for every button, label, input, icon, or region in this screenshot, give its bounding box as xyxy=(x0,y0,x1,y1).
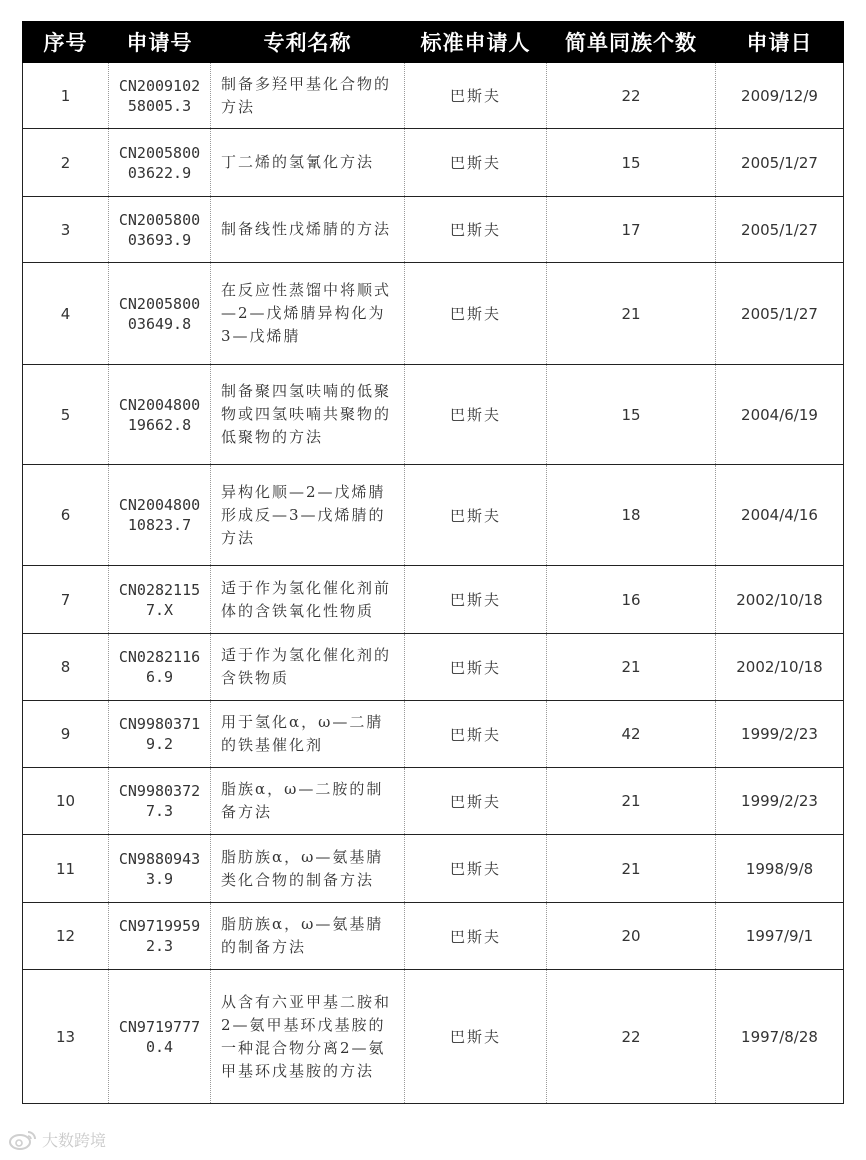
cell-index: 12 xyxy=(23,903,109,970)
cell-app-no: CN200480019662.8 xyxy=(109,365,211,465)
table-row xyxy=(23,903,844,970)
cell-date: 2002/10/18 xyxy=(716,566,844,634)
cell-index: 13 xyxy=(23,970,109,1104)
table-row xyxy=(23,63,844,129)
cell-index: 8 xyxy=(23,634,109,701)
cell-app-no: CN02821157.X xyxy=(109,566,211,634)
cell-applicant: 巴斯夫 xyxy=(405,970,547,1104)
cell-app-no: CN97197770.4 xyxy=(109,970,211,1104)
cell-index: 6 xyxy=(23,465,109,566)
cell-date: 1997/8/28 xyxy=(716,970,844,1104)
watermark xyxy=(8,1128,106,1151)
cell-title: 脂肪族α，ω—氨基腈类化合物的制备方法 xyxy=(211,835,405,903)
table-row xyxy=(23,634,844,701)
table-row xyxy=(23,701,844,768)
table-row xyxy=(23,768,844,835)
cell-index: 1 xyxy=(23,63,109,129)
cell-date: 2002/10/18 xyxy=(716,634,844,701)
cell-family-count: 22 xyxy=(547,63,716,129)
cell-family-count: 17 xyxy=(547,197,716,263)
cell-title: 异构化顺—2—戊烯腈形成反—3—戊烯腈的方法 xyxy=(211,465,405,566)
cell-title: 脂族α，ω—二胺的制备方法 xyxy=(211,768,405,835)
cell-applicant: 巴斯夫 xyxy=(405,63,547,129)
cell-date: 2009/12/9 xyxy=(716,63,844,129)
cell-title: 适于作为氢化催化剂前体的含铁氧化性物质 xyxy=(211,566,405,634)
cell-index: 7 xyxy=(23,566,109,634)
header-row xyxy=(23,22,844,63)
table-row xyxy=(23,263,844,365)
cell-app-no: CN200580003649.8 xyxy=(109,263,211,365)
cell-date: 2005/1/27 xyxy=(716,129,844,197)
cell-applicant: 巴斯夫 xyxy=(405,566,547,634)
cell-index: 10 xyxy=(23,768,109,835)
cell-family-count: 18 xyxy=(547,465,716,566)
table-row xyxy=(23,365,844,465)
cell-app-no: CN99803727.3 xyxy=(109,768,211,835)
header-index: 序号 xyxy=(23,22,109,63)
header-title: 专利名称 xyxy=(211,22,405,63)
table-header xyxy=(23,22,844,63)
cell-family-count: 16 xyxy=(547,566,716,634)
cell-title: 从含有六亚甲基二胺和2—氨甲基环戊基胺的一种混合物分离2—氨甲基环戊基胺的方法 xyxy=(211,970,405,1104)
cell-family-count: 42 xyxy=(547,701,716,768)
cell-family-count: 15 xyxy=(547,129,716,197)
cell-index: 5 xyxy=(23,365,109,465)
cell-app-no: CN200580003622.9 xyxy=(109,129,211,197)
cell-index: 9 xyxy=(23,701,109,768)
cell-applicant: 巴斯夫 xyxy=(405,365,547,465)
weibo-logo-icon xyxy=(8,1129,38,1151)
table-row xyxy=(23,970,844,1104)
table-row xyxy=(23,465,844,566)
cell-family-count: 22 xyxy=(547,970,716,1104)
cell-date: 2005/1/27 xyxy=(716,263,844,365)
cell-family-count: 21 xyxy=(547,263,716,365)
table-row xyxy=(23,197,844,263)
cell-app-no: CN200910258005.3 xyxy=(109,63,211,129)
cell-applicant: 巴斯夫 xyxy=(405,129,547,197)
cell-date: 2005/1/27 xyxy=(716,197,844,263)
header-family-count: 简单同族个数 xyxy=(547,22,716,63)
cell-applicant: 巴斯夫 xyxy=(405,903,547,970)
cell-app-no: CN02821166.9 xyxy=(109,634,211,701)
cell-date: 2004/4/16 xyxy=(716,465,844,566)
cell-family-count: 21 xyxy=(547,634,716,701)
cell-title: 丁二烯的氢氰化方法 xyxy=(211,129,405,197)
table-body xyxy=(23,63,844,1104)
cell-applicant: 巴斯夫 xyxy=(405,835,547,903)
cell-title: 用于氢化α，ω—二腈的铁基催化剂 xyxy=(211,701,405,768)
cell-index: 4 xyxy=(23,263,109,365)
cell-applicant: 巴斯夫 xyxy=(405,634,547,701)
cell-family-count: 21 xyxy=(547,768,716,835)
header-applicant: 标准申请人 xyxy=(405,22,547,63)
cell-date: 1997/9/1 xyxy=(716,903,844,970)
cell-app-no: CN98809433.9 xyxy=(109,835,211,903)
table-row xyxy=(23,566,844,634)
cell-title: 制备多羟甲基化合物的方法 xyxy=(211,63,405,129)
cell-app-no: CN200580003693.9 xyxy=(109,197,211,263)
cell-title: 适于作为氢化催化剂的含铁物质 xyxy=(211,634,405,701)
cell-applicant: 巴斯夫 xyxy=(405,263,547,365)
cell-applicant: 巴斯夫 xyxy=(405,465,547,566)
cell-family-count: 20 xyxy=(547,903,716,970)
table-row xyxy=(23,835,844,903)
cell-index: 3 xyxy=(23,197,109,263)
cell-date: 1998/9/8 xyxy=(716,835,844,903)
cell-date: 1999/2/23 xyxy=(716,701,844,768)
cell-date: 1999/2/23 xyxy=(716,768,844,835)
cell-applicant: 巴斯夫 xyxy=(405,768,547,835)
cell-title: 制备聚四氢呋喃的低聚物或四氢呋喃共聚物的低聚物的方法 xyxy=(211,365,405,465)
cell-app-no: CN97199592.3 xyxy=(109,903,211,970)
cell-app-no: CN99803719.2 xyxy=(109,701,211,768)
cell-date: 2004/6/19 xyxy=(716,365,844,465)
table-row xyxy=(23,129,844,197)
cell-index: 2 xyxy=(23,129,109,197)
cell-index: 11 xyxy=(23,835,109,903)
watermark-text: 大数跨境 xyxy=(42,1131,107,1150)
cell-title: 脂肪族α，ω—氨基腈的制备方法 xyxy=(211,903,405,970)
cell-title: 制备线性戊烯腈的方法 xyxy=(211,197,405,263)
cell-family-count: 15 xyxy=(547,365,716,465)
cell-family-count: 21 xyxy=(547,835,716,903)
patent-table xyxy=(22,21,844,1104)
cell-applicant: 巴斯夫 xyxy=(405,197,547,263)
header-date: 申请日 xyxy=(716,22,844,63)
cell-applicant: 巴斯夫 xyxy=(405,701,547,768)
header-app-no: 申请号 xyxy=(109,22,211,63)
cell-app-no: CN200480010823.7 xyxy=(109,465,211,566)
cell-title: 在反应性蒸馏中将顺式—2—戊烯腈异构化为3—戊烯腈 xyxy=(211,263,405,365)
